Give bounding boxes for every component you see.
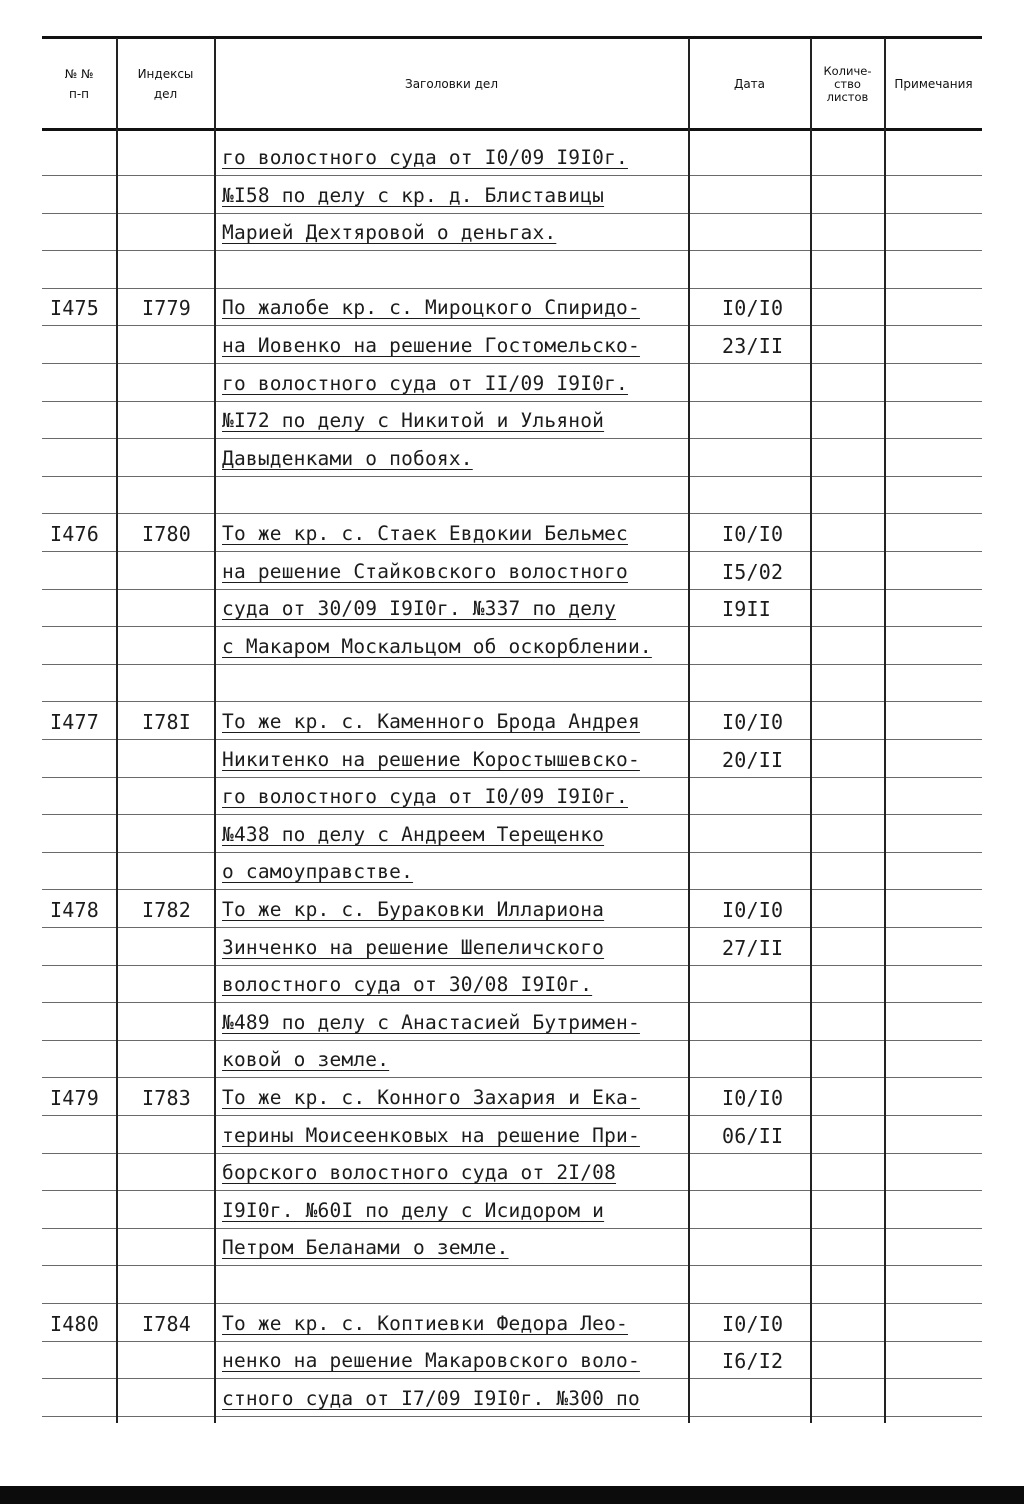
ruled-line — [886, 1040, 982, 1041]
ruled-line — [42, 175, 116, 176]
ruled-line — [42, 626, 116, 627]
ruled-line — [812, 476, 884, 477]
ruled-line — [118, 1190, 214, 1191]
ruled-line — [216, 1378, 688, 1379]
entry-title-line: го волостного суда от I0/09 I9I0г. — [222, 785, 628, 809]
ruled-line — [42, 363, 116, 364]
entry-title-line: То же кр. с. Каменного Брода Андрея — [222, 710, 640, 733]
ruled-line — [118, 1077, 214, 1078]
ruled-line — [690, 213, 810, 214]
header-count-line3: листов — [826, 89, 869, 104]
ruled-line — [216, 1416, 688, 1417]
entry-date: I9II — [722, 597, 771, 622]
ruled-line — [812, 250, 884, 251]
header-count-line1: Количе- — [823, 63, 872, 78]
ruled-line — [42, 777, 116, 778]
ruled-line — [886, 626, 982, 627]
ruled-line — [118, 363, 214, 364]
entry-title-line: I9I0г. №60I по делу с Исидором и — [222, 1198, 605, 1222]
ruled-line — [118, 1378, 214, 1379]
ruled-line — [886, 1190, 982, 1191]
entry-title-line: го волостного суда от I0/09 I9I0г. — [222, 146, 628, 169]
ruled-line — [42, 739, 116, 740]
scan-bottom-edge — [0, 1486, 1024, 1504]
ruled-line — [118, 476, 214, 477]
entry-number: I476 — [50, 522, 99, 546]
ruled-line — [216, 250, 688, 251]
ruled-line — [690, 1002, 810, 1003]
column-divider — [810, 38, 812, 1423]
ruled-line — [812, 438, 884, 439]
entry-title-line: По жалобе кр. с. Мироцкого Спиридо- — [222, 296, 640, 320]
ruled-line — [118, 814, 214, 815]
ruled-line — [42, 551, 116, 552]
header-title-text: Заголовки дел — [405, 77, 498, 91]
entry-number: I477 — [50, 710, 99, 734]
ruled-line — [812, 1265, 884, 1266]
ruled-line — [812, 852, 884, 853]
ruled-line — [812, 1077, 884, 1078]
ruled-line — [216, 476, 688, 477]
ruled-line — [812, 1153, 884, 1154]
ruled-line — [216, 363, 688, 364]
ruled-line — [812, 513, 884, 514]
header-index-line2: дел — [153, 87, 178, 101]
ruled-line — [118, 1228, 214, 1229]
entry-index: I780 — [142, 522, 191, 546]
header-notes — [885, 40, 982, 128]
ruled-line — [42, 325, 116, 326]
ruled-line — [690, 1190, 810, 1191]
ruled-line — [42, 1002, 116, 1003]
entry-title-line: о самоуправстве. — [222, 860, 414, 884]
ruled-line — [812, 1002, 884, 1003]
header-index — [117, 40, 214, 128]
header-index-line1: Индексы — [137, 67, 194, 81]
ruled-line — [42, 1040, 116, 1041]
ruled-line — [690, 250, 810, 251]
ruled-line — [690, 739, 810, 740]
ruled-line — [812, 213, 884, 214]
ruled-line — [118, 438, 214, 439]
ruled-line — [690, 1341, 810, 1342]
ruled-line — [216, 626, 688, 627]
ruled-line — [42, 1228, 116, 1229]
ruled-line — [886, 1416, 982, 1417]
entry-title-line: суда от 30/09 I9I0г. №337 по делу — [222, 597, 617, 621]
ruled-line — [886, 1303, 982, 1304]
ruled-line — [216, 701, 688, 702]
ruled-line — [216, 288, 688, 289]
ruled-line — [216, 325, 688, 326]
ruled-line — [216, 1040, 688, 1041]
ruled-line — [812, 1115, 884, 1116]
ruled-line — [118, 213, 214, 214]
ruled-line — [216, 589, 688, 590]
ruled-line — [216, 438, 688, 439]
ruled-line — [42, 1115, 116, 1116]
ruled-line — [812, 739, 884, 740]
ruled-line — [42, 1378, 116, 1379]
ruled-line — [42, 401, 116, 402]
header-date — [689, 40, 810, 128]
ruled-line — [886, 589, 982, 590]
ruled-line — [690, 965, 810, 966]
ruled-line — [812, 1416, 884, 1417]
ruled-line — [216, 1265, 688, 1266]
ruled-line — [42, 250, 116, 251]
ruled-line — [690, 927, 810, 928]
ruled-line — [812, 175, 884, 176]
entry-date: 23/II — [722, 334, 784, 358]
ruled-line — [42, 513, 116, 514]
ruled-line — [690, 701, 810, 702]
ruled-line — [216, 664, 688, 665]
header-number — [42, 40, 116, 128]
header-number-line1: № № — [64, 67, 94, 81]
ruled-line — [118, 325, 214, 326]
ruled-line — [118, 1303, 214, 1304]
ruled-line — [886, 1153, 982, 1154]
ruled-line — [216, 1077, 688, 1078]
ruled-line — [118, 401, 214, 402]
ruled-line — [118, 175, 214, 176]
ruled-line — [42, 889, 116, 890]
ruled-line — [216, 739, 688, 740]
ruled-line — [118, 701, 214, 702]
entry-number: I480 — [50, 1311, 99, 1336]
ruled-line — [118, 664, 214, 665]
ruled-line — [216, 814, 688, 815]
ruled-line — [118, 288, 214, 289]
ruled-line — [812, 589, 884, 590]
ruled-line — [42, 1416, 116, 1417]
ruled-line — [690, 1115, 810, 1116]
ruled-line — [118, 1115, 214, 1116]
ruled-line — [690, 438, 810, 439]
ruled-line — [886, 814, 982, 815]
entry-number: I479 — [50, 1086, 99, 1110]
ruled-line — [886, 664, 982, 665]
ruled-line — [216, 1115, 688, 1116]
ruled-line — [118, 1002, 214, 1003]
ruled-line — [886, 288, 982, 289]
entry-title-line: Петром Беланами о земле. — [222, 1236, 509, 1260]
ruled-line — [886, 1115, 982, 1116]
ruled-line — [216, 401, 688, 402]
header-sheet-count — [811, 40, 884, 128]
ruled-line — [42, 288, 116, 289]
ruled-line — [216, 213, 688, 214]
entry-title-line: стного суда от I7/09 I9I0г. №300 по — [222, 1386, 640, 1410]
ruled-line — [812, 927, 884, 928]
entry-title-line: го волостного суда от II/09 I9I0г. — [222, 371, 628, 395]
ruled-line — [216, 1341, 688, 1342]
ruled-line — [886, 777, 982, 778]
ruled-line — [118, 1416, 214, 1417]
ruled-line — [690, 1040, 810, 1041]
ruled-line — [690, 363, 810, 364]
column-divider — [688, 38, 690, 1423]
ruled-line — [812, 1040, 884, 1041]
column-divider — [884, 38, 886, 1423]
ruled-line — [42, 213, 116, 214]
entry-index: I782 — [142, 898, 191, 922]
entry-title-line: борского волостного суда от 2I/08 — [222, 1161, 617, 1185]
column-divider — [214, 38, 216, 1423]
entry-date: I0/I0 — [722, 296, 784, 321]
ruled-line — [690, 589, 810, 590]
ruled-line — [690, 1228, 810, 1229]
column-divider — [116, 38, 118, 1423]
ruled-line — [812, 777, 884, 778]
ruled-line — [690, 1303, 810, 1304]
header-notes-text: Примечания — [894, 77, 973, 91]
ruled-line — [118, 852, 214, 853]
ruled-line — [812, 1190, 884, 1191]
ruled-line — [812, 965, 884, 966]
ruled-line — [42, 438, 116, 439]
entry-title-line: терины Моисеенковых на решение При- — [222, 1123, 640, 1147]
ruled-line — [886, 513, 982, 514]
ruled-line — [42, 1265, 116, 1266]
entry-title-line: волостного суда от 30/08 I9I0г. — [222, 973, 593, 997]
ruled-line — [42, 965, 116, 966]
ruled-line — [812, 1378, 884, 1379]
ruled-line — [118, 1341, 214, 1342]
ruled-line — [812, 1303, 884, 1304]
ruled-line — [42, 1153, 116, 1154]
ruled-line — [690, 401, 810, 402]
entry-index: I779 — [142, 296, 191, 321]
entry-date: I0/I0 — [722, 1086, 784, 1110]
ruled-line — [690, 664, 810, 665]
ruled-line — [690, 175, 810, 176]
ruled-line — [216, 777, 688, 778]
ruled-line — [118, 965, 214, 966]
entry-title-line: То же кр. с. Коптиевки Федора Лео- — [222, 1311, 628, 1335]
ruled-line — [886, 175, 982, 176]
entry-date: I0/I0 — [722, 1311, 784, 1336]
entry-title-line: То же кр. с. Стаек Евдокии Бельмес — [222, 522, 628, 545]
ruled-line — [812, 701, 884, 702]
ruled-line — [690, 852, 810, 853]
entry-date: I0/I0 — [722, 898, 784, 922]
entry-date: 27/II — [722, 935, 784, 960]
ruled-line — [812, 325, 884, 326]
ruled-line — [690, 551, 810, 552]
entry-title-line: на Иовенко на решение Гостомельско- — [222, 334, 640, 357]
entry-title-line: Марией Дехтяровой о деньгах. — [222, 221, 557, 245]
ruled-line — [42, 589, 116, 590]
entry-index: I783 — [142, 1086, 191, 1110]
ruled-line — [812, 288, 884, 289]
ruled-line — [886, 852, 982, 853]
entry-title-line: То же кр. с. Бураковки Иллариона — [222, 898, 605, 921]
ruled-line — [42, 664, 116, 665]
ruled-line — [886, 438, 982, 439]
entry-number: I478 — [50, 898, 99, 922]
ruled-line — [216, 927, 688, 928]
ruled-line — [690, 626, 810, 627]
ruled-line — [886, 739, 982, 740]
entry-title-line: Никитенко на решение Коростышевско- — [222, 747, 640, 771]
ruled-line — [690, 1265, 810, 1266]
entry-title-line: №438 по делу с Андреем Терещенко — [222, 822, 605, 846]
ruled-line — [118, 739, 214, 740]
ruled-line — [42, 927, 116, 928]
ruled-line — [690, 777, 810, 778]
ruled-line — [886, 965, 982, 966]
ruled-line — [216, 551, 688, 552]
entry-index: I784 — [142, 1311, 191, 1336]
entry-number: I475 — [50, 296, 99, 321]
ruled-line — [886, 1378, 982, 1379]
ruled-line — [690, 1378, 810, 1379]
ruled-line — [118, 889, 214, 890]
ruled-line — [42, 1077, 116, 1078]
ruled-line — [42, 1190, 116, 1191]
ruled-line — [42, 1303, 116, 1304]
entry-date: I6/I2 — [722, 1349, 784, 1374]
ruled-line — [886, 1002, 982, 1003]
ruled-line — [118, 513, 214, 514]
ruled-line — [42, 701, 116, 702]
ruled-line — [690, 814, 810, 815]
entry-date: 20/II — [722, 747, 784, 772]
ruled-line — [42, 814, 116, 815]
ruled-line — [690, 1153, 810, 1154]
ruled-line — [886, 889, 982, 890]
ruled-line — [886, 1341, 982, 1342]
ruled-line — [690, 476, 810, 477]
header-date-text: Дата — [733, 77, 766, 91]
header-bottom-rule — [42, 128, 982, 131]
ruled-line — [886, 401, 982, 402]
ruled-line — [690, 1416, 810, 1417]
entry-title-line: на решение Стайковского волостного — [222, 559, 628, 583]
header-title — [215, 40, 688, 128]
ruled-line — [118, 927, 214, 928]
entry-title-line: Зинченко на решение Шепеличского — [222, 935, 605, 959]
header-count-line2: ство — [834, 76, 861, 91]
entry-title-line: ненко на решение Макаровского воло- — [222, 1349, 640, 1373]
ruled-line — [812, 626, 884, 627]
header-number-line2: п-п — [68, 87, 90, 101]
ruled-line — [690, 513, 810, 514]
ruled-line — [216, 1002, 688, 1003]
ruled-line — [812, 551, 884, 552]
ruled-line — [118, 1153, 214, 1154]
ruled-line — [216, 1190, 688, 1191]
ruled-line — [812, 1228, 884, 1229]
ruled-line — [690, 889, 810, 890]
entry-title-line: То же кр. с. Конного Захария и Ека- — [222, 1086, 640, 1109]
entry-date: I5/02 — [722, 559, 784, 584]
ruled-line — [886, 701, 982, 702]
ruled-line — [886, 927, 982, 928]
ruled-line — [118, 1265, 214, 1266]
ruled-line — [886, 325, 982, 326]
ruled-line — [216, 1228, 688, 1229]
ruled-line — [118, 1040, 214, 1041]
ruled-line — [886, 213, 982, 214]
ruled-line — [216, 175, 688, 176]
ruled-line — [216, 1303, 688, 1304]
ruled-line — [118, 626, 214, 627]
ruled-line — [118, 589, 214, 590]
entry-date: I0/I0 — [722, 522, 784, 546]
ruled-line — [216, 1153, 688, 1154]
ruled-line — [886, 551, 982, 552]
ruled-line — [690, 325, 810, 326]
ruled-line — [118, 777, 214, 778]
ruled-line — [886, 476, 982, 477]
entry-title-line: №I72 по делу с Никитой и Ульяной — [222, 409, 605, 433]
ruled-line — [42, 476, 116, 477]
entry-date: I0/I0 — [722, 710, 784, 734]
entry-title-line: №I58 по делу с кр. д. Блиставицы — [222, 183, 605, 207]
ruled-line — [42, 1341, 116, 1342]
ruled-line — [216, 965, 688, 966]
ruled-line — [216, 889, 688, 890]
ruled-line — [812, 814, 884, 815]
ruled-line — [216, 513, 688, 514]
ruled-line — [886, 250, 982, 251]
ruled-line — [690, 288, 810, 289]
ruled-line — [812, 889, 884, 890]
ruled-line — [812, 1341, 884, 1342]
ruled-line — [886, 1228, 982, 1229]
entry-index: I78I — [142, 710, 191, 734]
entry-title-line: Давыденками о побоях. — [222, 446, 473, 470]
ruled-line — [886, 363, 982, 364]
ruled-line — [42, 852, 116, 853]
ruled-line — [812, 401, 884, 402]
header-top-rule — [42, 36, 982, 39]
ruled-line — [118, 250, 214, 251]
ruled-line — [886, 1265, 982, 1266]
entry-title-line: №489 по делу с Анастасией Бутримен- — [222, 1010, 640, 1034]
entry-title-line: ковой о земле. — [222, 1048, 390, 1072]
ruled-line — [812, 664, 884, 665]
entry-title-line: с Макаром Москальцом об оскорблении. — [222, 634, 652, 658]
ruled-line — [812, 363, 884, 364]
ruled-line — [216, 852, 688, 853]
entry-date: 06/II — [722, 1123, 784, 1148]
ruled-line — [886, 1077, 982, 1078]
ruled-line — [690, 1077, 810, 1078]
ruled-line — [118, 551, 214, 552]
